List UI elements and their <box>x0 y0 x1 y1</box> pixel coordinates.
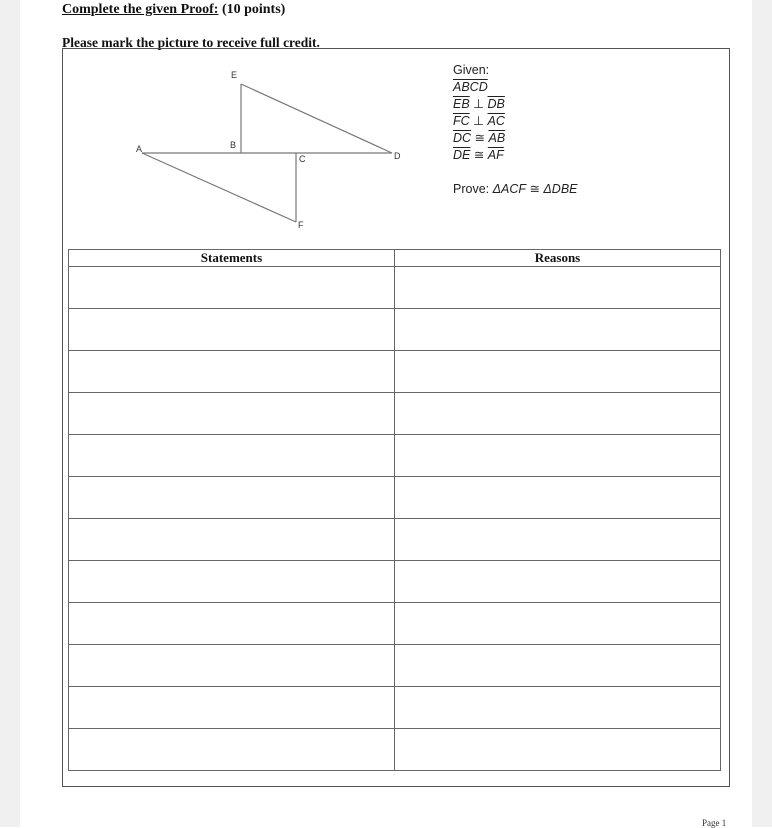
table-row <box>69 603 721 645</box>
label-f: F <box>298 220 304 230</box>
page-heading <box>62 2 285 18</box>
given-line-4: $\overline{DC}$ ≅ $\overline{AB}$ <box>453 131 506 145</box>
right-margin <box>752 0 772 827</box>
given-title: Given: <box>453 63 490 77</box>
instruction-text: Please mark the picture to receive full credit. <box>62 35 320 50</box>
proof-rows <box>69 267 721 771</box>
reason-cell[interactable] <box>395 435 721 477</box>
reason-cell[interactable] <box>395 393 721 435</box>
left-margin <box>0 0 20 827</box>
table-row <box>69 645 721 687</box>
statement-cell[interactable] <box>69 477 395 519</box>
segment-af <box>142 153 296 222</box>
statement-cell[interactable] <box>69 519 395 561</box>
proof-table <box>68 249 721 771</box>
label-b: B <box>230 140 237 150</box>
given-segment: ABCD <box>453 80 488 94</box>
given-line-1 <box>453 79 505 96</box>
table-row <box>69 351 721 393</box>
reason-cell[interactable] <box>395 645 721 687</box>
table-row <box>69 309 721 351</box>
statement-cell[interactable] <box>69 351 395 393</box>
table-row <box>69 393 721 435</box>
reasons-header: Reasons <box>395 250 721 267</box>
statement-cell[interactable] <box>69 729 395 771</box>
reason-cell[interactable] <box>395 267 721 309</box>
reason-cell[interactable] <box>395 729 721 771</box>
table-row <box>69 519 721 561</box>
table-row <box>69 687 721 729</box>
reason-cell[interactable] <box>395 351 721 393</box>
given-line-3: $\overline{FC}$ ⊥ $\overline{AC}$ <box>453 114 505 128</box>
reason-cell[interactable] <box>395 519 721 561</box>
table-row <box>69 477 721 519</box>
figure-diagram <box>128 62 418 237</box>
label-e: E <box>231 70 238 80</box>
segment-ed <box>241 84 392 153</box>
prove-statement: Prove: ΔACF ≅ ΔDBE <box>453 182 578 196</box>
table-row <box>69 435 721 477</box>
heading-underlined: Complete the given Proof: <box>62 2 219 17</box>
reason-cell[interactable] <box>395 477 721 519</box>
statement-cell[interactable] <box>69 309 395 351</box>
proof-table-header <box>69 250 721 267</box>
statement-cell[interactable] <box>69 645 395 687</box>
given-line-5: $\overline{DE}$ ≅ $\overline{AF}$ <box>453 148 504 162</box>
statement-cell[interactable] <box>69 687 395 729</box>
table-row <box>69 267 721 309</box>
statement-cell[interactable] <box>69 267 395 309</box>
reason-cell[interactable] <box>395 603 721 645</box>
table-row <box>69 729 721 771</box>
label-d: D <box>394 151 401 161</box>
statement-cell[interactable] <box>69 561 395 603</box>
reason-cell[interactable] <box>395 561 721 603</box>
table-row <box>69 561 721 603</box>
given-block <box>453 62 505 164</box>
geometry-figure <box>128 62 418 237</box>
label-a: A <box>136 144 143 154</box>
statement-cell[interactable] <box>69 393 395 435</box>
reason-cell[interactable] <box>395 309 721 351</box>
heading-points: (10 points) <box>218 2 286 17</box>
statement-cell[interactable] <box>69 435 395 477</box>
label-c: C <box>299 154 306 164</box>
given-line-2: $\overline{EB}$ ⊥ $\overline{DB}$ <box>453 97 505 111</box>
statement-cell[interactable] <box>69 603 395 645</box>
statements-header: Statements <box>69 250 395 267</box>
page-number: Page 1 <box>702 818 727 828</box>
reason-cell[interactable] <box>395 687 721 729</box>
